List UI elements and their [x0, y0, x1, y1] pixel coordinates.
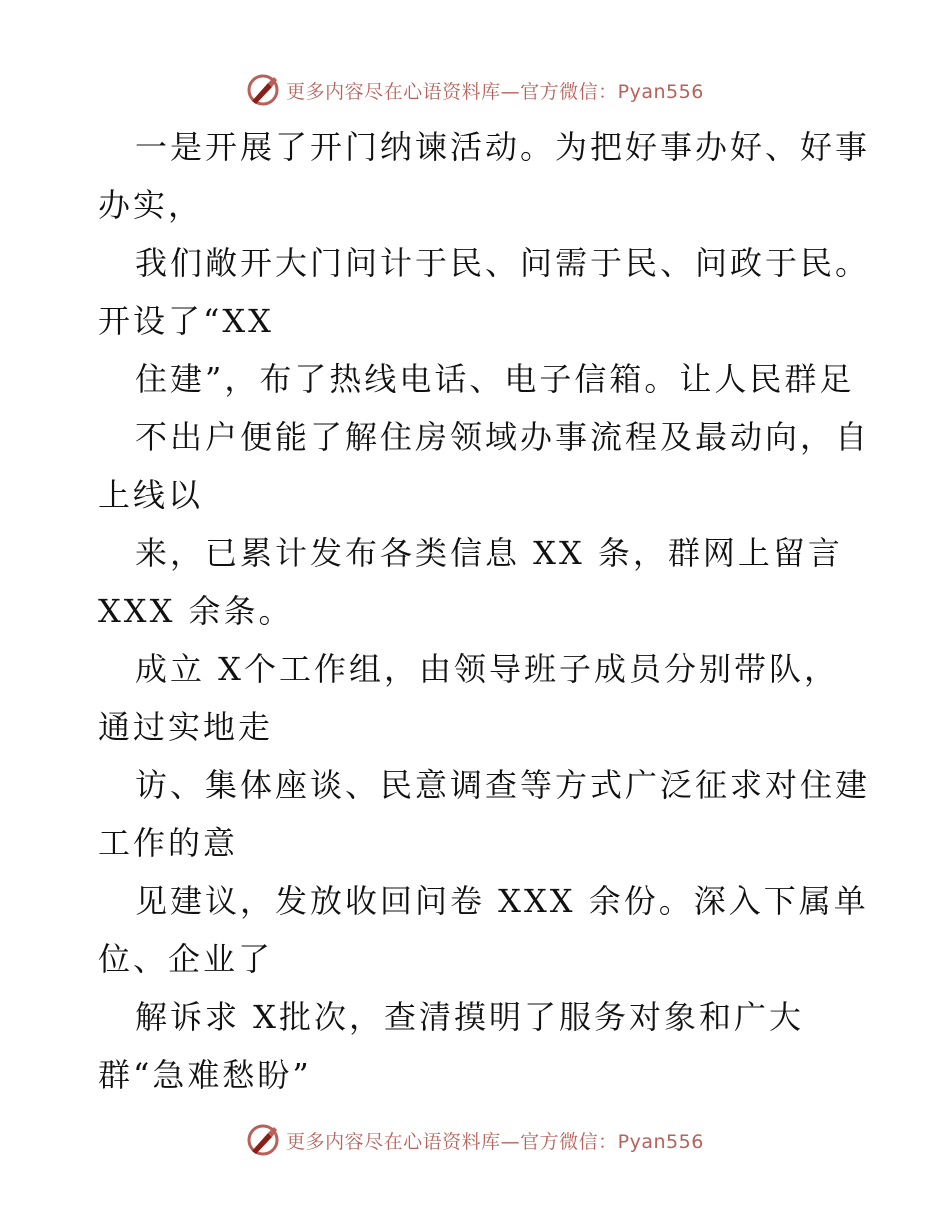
body-line: 解诉求 X批次，查清摸明了服务对象和广大 [135, 998, 804, 1036]
body-line: 成立 X个工作组，由领导班子成员分别带队， [135, 650, 839, 688]
body-line: 住建”，布了热线电话、电子信箱。让人民群足 [135, 360, 855, 398]
pen-logo-icon [246, 1123, 280, 1157]
body-line: 通过实地走 [98, 708, 274, 746]
body-line: 见建议，发放收回问卷 XXX 余份。深入下属单 [135, 882, 869, 920]
footer-watermark-text: 更多内容尽在心语资料库—官方微信：Pyan556 [286, 1130, 704, 1153]
body-line: 不出户便能了解住房领域办事流程及最动向，自 [135, 418, 871, 456]
body-line: 开设了“XX [98, 302, 274, 340]
body-line: 一是开展了开门纳谏活动。为把好事办好、好事 [135, 128, 871, 166]
header-watermark-text: 更多内容尽在心语资料库—官方微信：Pyan556 [286, 80, 704, 103]
body-line: 上线以 [98, 476, 204, 514]
footer-watermark [0, 1120, 950, 1160]
body-line: 访、集体座谈、民意调查等方式广泛征求对住建 [135, 766, 871, 804]
body-line: 我们敞开大门问计于民、问需于民、问政于民。 [135, 244, 871, 282]
body-line: XXX 余条。 [98, 592, 294, 630]
body-line: 办实， [98, 186, 204, 224]
body-line: 来，已累计发布各类信息 XX 条，群网上留言 [135, 534, 843, 572]
body-line: 工作的意 [98, 824, 239, 862]
body-line: 位、企业了 [98, 940, 274, 978]
body-line: 群“急难愁盼” [98, 1056, 312, 1094]
